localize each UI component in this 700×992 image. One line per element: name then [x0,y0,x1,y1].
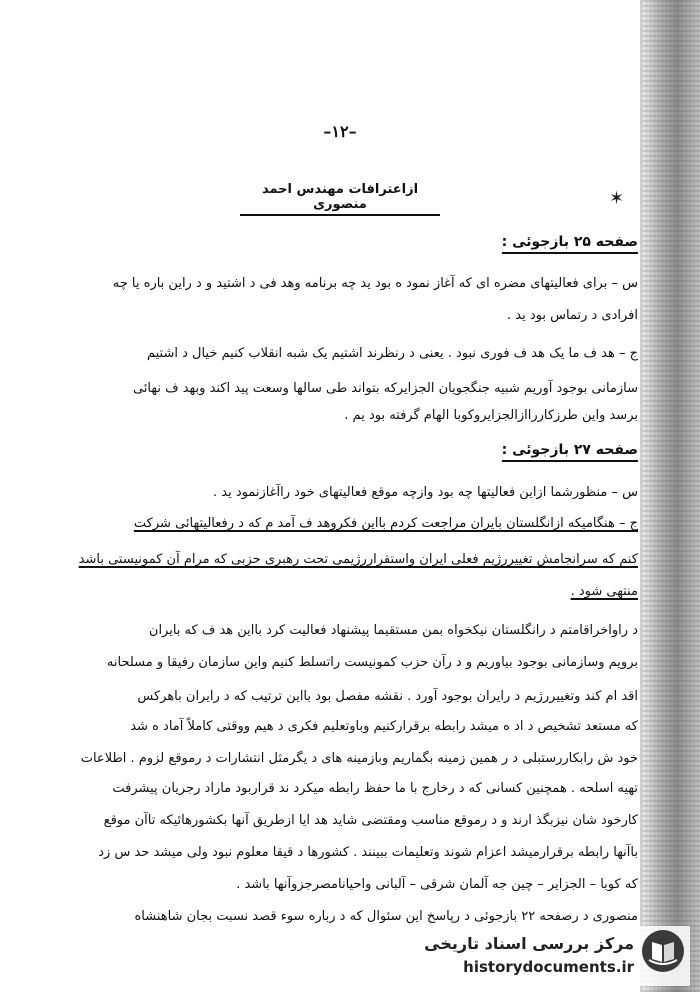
document-title: ازاعترافات مهندس احمد منصوری [240,182,440,216]
text-line: کارخود شان نیزبگذ ارند و د رموقع مناسب ومقتضی شاید هد ایا ازطریق آنها بکشورهائیکه تاآن موقع [103,813,638,828]
watermark-logo [420,926,690,986]
underlined-text-line: کنم که سرانجامش تغییررژیم فعلی ایران واستقراررژیمی تحت رهبری حزبی که مرام آن کمونیستی باشد [78,552,638,567]
text-line: س – منظورشما ازاین فعالیتها چه بود وازچه موقع فعالیتهای خود راآغازنمود ید . [212,485,638,500]
text-line: منصوری د رصفحه ۲۲ بازجوئی د رپاسخ این سئوال که د رباره سوء قصد نسبت بجان شاهنشاه [134,909,638,924]
text-line: تهیه اسلحه . همچنین کسانی که د رخارج با ما حفظ رابطه میکرد ند قراربود ماراد رجریان پیشرفت [112,781,638,796]
underlined-text-line: برویم وسازمانی بوجود بیاوریم و د رآن حزب کمونیست راتسلط کنیم واین سازمان رفیقا و مسلحانه [106,655,638,670]
text-line: خود ش رابکاررستبلی د ر همین زمینه بگماریم وبازمینه های د یگرمثل انتشارات د رموقع لزوم . اطلاعات [80,751,638,766]
underlined-text-line: ج – هنگامیکه ازانگلستان بایران مراجعت کردم بااین فکروهد ف آمد م که د رفعالیتهائی شرکت [133,516,638,531]
scan-margin-shading [642,0,700,992]
text-line: س – برای فعالیتهای مضره ای که آغاز نمود ه بود ید چه برنامه وهد فی د اشتید و د راین باره یا چه [112,276,638,291]
section-heading-1: صفحه ۲۵ بازجوئی : [502,233,638,254]
text-line: افرادی د رتماس بود ید . [507,308,638,323]
book-logo-icon [640,928,686,974]
text-line: سازمانی بوجود آوریم شبیه جنگجویان الجزایرکه بتواند طی سالها وسعت پید اکند وبهد ف نهائی [132,381,638,396]
text-line: د راواخراقامتم د رانگلستان نیکخواه بمن مستقیما پیشنهاد فعالیت کرد بااین هد ف که بایران [148,623,638,638]
text-line: که مستعد تشخیص د اد ه میشد رابطه برقرارکنیم وباوتعلیم فکری د هیم ووقتی کاملاً آماد ه شد [130,719,638,734]
page-number: –۱۲– [323,122,357,141]
text-line: ج – هد ف ما یک هد ف فوری نبود . یعنی د رنظرند اشتیم یک شبه انقلاب کنیم خیال د اشتیم [146,346,638,361]
underlined-text-line: منتهی شود . [570,584,638,599]
text-line: باآنها رابطه برقرارمیشد اعزام شوند وتعلیمات ببینند . کشورها د قیقا معلوم نبود ولی میشد حد س زد [98,845,638,860]
asterisk-mark: ✶ [609,188,625,209]
underlined-text-line: اقد ام کند وتغییررژیم د رایران بوجود آورد . نقشه مفصل بود بااین ترتیب که د رایران باهرکس [137,689,638,704]
watermark-title: مرکز بررسی اسناد تاریخی [424,934,634,953]
text-line: برسد واین طرزکارراازالجزایروکوبا الهام گرفته بود یم . [344,408,638,423]
text-line: که کوبا – الجزایر – چین جه آلمان شرقی – آلبانی واحیانامصرجزوآنها باشد . [236,877,638,892]
watermark-url: historydocuments.ir [463,958,634,976]
section-heading-2: صفحه ۲۷ بازجوئی : [502,441,638,462]
